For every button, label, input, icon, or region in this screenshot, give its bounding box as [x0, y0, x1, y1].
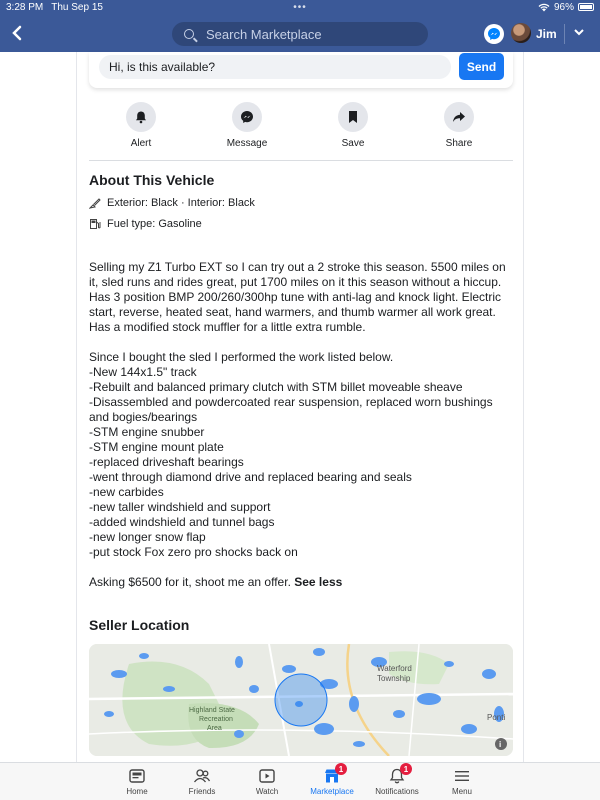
bookmark-icon	[347, 110, 359, 124]
alert-label: Alert	[130, 138, 152, 149]
tab-home-label: Home	[126, 787, 148, 796]
messenger-icon	[487, 27, 501, 41]
message-button[interactable]	[217, 102, 277, 149]
bottom-tab-bar	[0, 762, 600, 800]
tab-friends-label: Friends	[188, 787, 216, 796]
avatar[interactable]	[511, 23, 531, 43]
back-button[interactable]	[0, 14, 34, 52]
notifications-badge: 1	[400, 763, 412, 775]
status-date: Thu Sep 15	[51, 1, 103, 13]
map-label-highland: Highland State	[189, 707, 235, 714]
tab-home[interactable]	[102, 767, 172, 796]
map-label-township: Township	[377, 674, 411, 683]
status-time: 3:28 PM	[6, 1, 44, 13]
tab-marketplace[interactable]	[297, 764, 367, 796]
save-label: Save	[341, 138, 365, 149]
save-button[interactable]	[323, 102, 383, 149]
tab-notifications-label: Notifications	[375, 787, 419, 796]
see-less-link[interactable]: See less	[294, 575, 343, 589]
exterior-interior-row	[89, 197, 255, 209]
asking-text: Asking $6500 for it, shoot me an offer.	[89, 575, 291, 589]
map-label-area: Area	[207, 725, 222, 732]
wifi-icon	[538, 3, 550, 12]
message-label: Message	[226, 138, 268, 149]
marketplace-badge: 1	[335, 763, 347, 775]
tab-watch-label: Watch	[255, 787, 279, 796]
friends-icon	[193, 767, 211, 785]
messenger-icon	[240, 110, 254, 124]
header-divider	[564, 24, 565, 44]
listing-description: Selling my Z1 Turbo EXT so I can try out a 2 stroke this season. 5500 miles on it, sled runs and rides great, put 1700 miles on it this season without a hiccup. Has 3 position BMP 200/260/300hp tune with anti-lag and knock light. Electric start, reverse, heated seat, hand warmers, and thumb warmer all work great. Has a modified stock muffler for a little extra rumble. Since I bought the sled I performed the work listed below. -New 144x1.5" track -Rebuilt and balanced primary clutch with STM billet moveable sheave -Disassembled and powdercoated rear suspension, replaced worn bushings and bogies/bearings -STM engine snubber -STM engine mount plate -replaced driveshaft bearings -went through diamond drive and replaced bearing and seals -new carbides -new taller windshield and support -added windshield and tunnel bags -new longer snow flap -put stock Fox zero pro shocks back on	[89, 260, 506, 559]
seller-location-map[interactable]	[89, 644, 513, 756]
send-button[interactable]: Send	[459, 53, 504, 80]
tab-menu[interactable]	[427, 767, 497, 796]
message-seller-box	[89, 52, 513, 88]
fuel-type-row	[89, 218, 202, 230]
tab-friends[interactable]	[167, 767, 237, 796]
tab-watch[interactable]	[232, 767, 302, 796]
search-placeholder: Search Marketplace	[206, 26, 322, 42]
message-input[interactable]	[99, 55, 451, 79]
seller-location-heading: Seller Location	[89, 617, 190, 633]
chevron-left-icon	[11, 25, 23, 41]
action-row	[89, 102, 513, 158]
chevron-down-icon	[573, 22, 585, 42]
top-nav-bar	[0, 14, 600, 52]
asking-price-line	[89, 575, 342, 589]
section-divider	[89, 160, 513, 161]
exterior-interior-text: Exterior: Black · Interior: Black	[107, 197, 255, 209]
battery-icon	[578, 3, 594, 11]
tab-marketplace-label: Marketplace	[310, 787, 354, 796]
messenger-button[interactable]	[484, 24, 504, 44]
battery-percent: 96%	[553, 1, 574, 13]
menu-icon	[453, 767, 471, 785]
map-label-recreation: Recreation	[199, 716, 233, 723]
gas-pump-icon	[89, 218, 101, 230]
location-radius	[275, 674, 327, 726]
home-icon	[128, 767, 146, 785]
about-vehicle-heading: About This Vehicle	[89, 172, 215, 188]
map-graphic	[89, 644, 513, 756]
map-label-waterford: Waterford	[377, 664, 412, 673]
fuel-type-text: Fuel type: Gasoline	[107, 218, 202, 230]
search-icon	[184, 29, 194, 39]
tab-notifications[interactable]	[362, 764, 432, 796]
map-label-pontiac: Ponti	[487, 713, 506, 722]
share-button[interactable]	[429, 102, 489, 149]
account-menu-button[interactable]	[573, 22, 585, 45]
listing-content	[76, 52, 524, 762]
multitask-dots[interactable]: •••	[293, 1, 307, 13]
share-icon	[452, 110, 466, 124]
alert-button[interactable]	[111, 102, 171, 149]
svg-text:i: i	[499, 740, 502, 749]
user-name[interactable]: Jim	[536, 27, 557, 41]
bell-icon	[134, 110, 148, 124]
share-label: Share	[445, 138, 473, 149]
search-marketplace-input[interactable]	[172, 22, 428, 46]
paint-brush-icon	[89, 197, 101, 209]
tab-menu-label: Menu	[451, 787, 472, 796]
watch-icon	[258, 767, 276, 785]
status-bar	[0, 0, 600, 14]
